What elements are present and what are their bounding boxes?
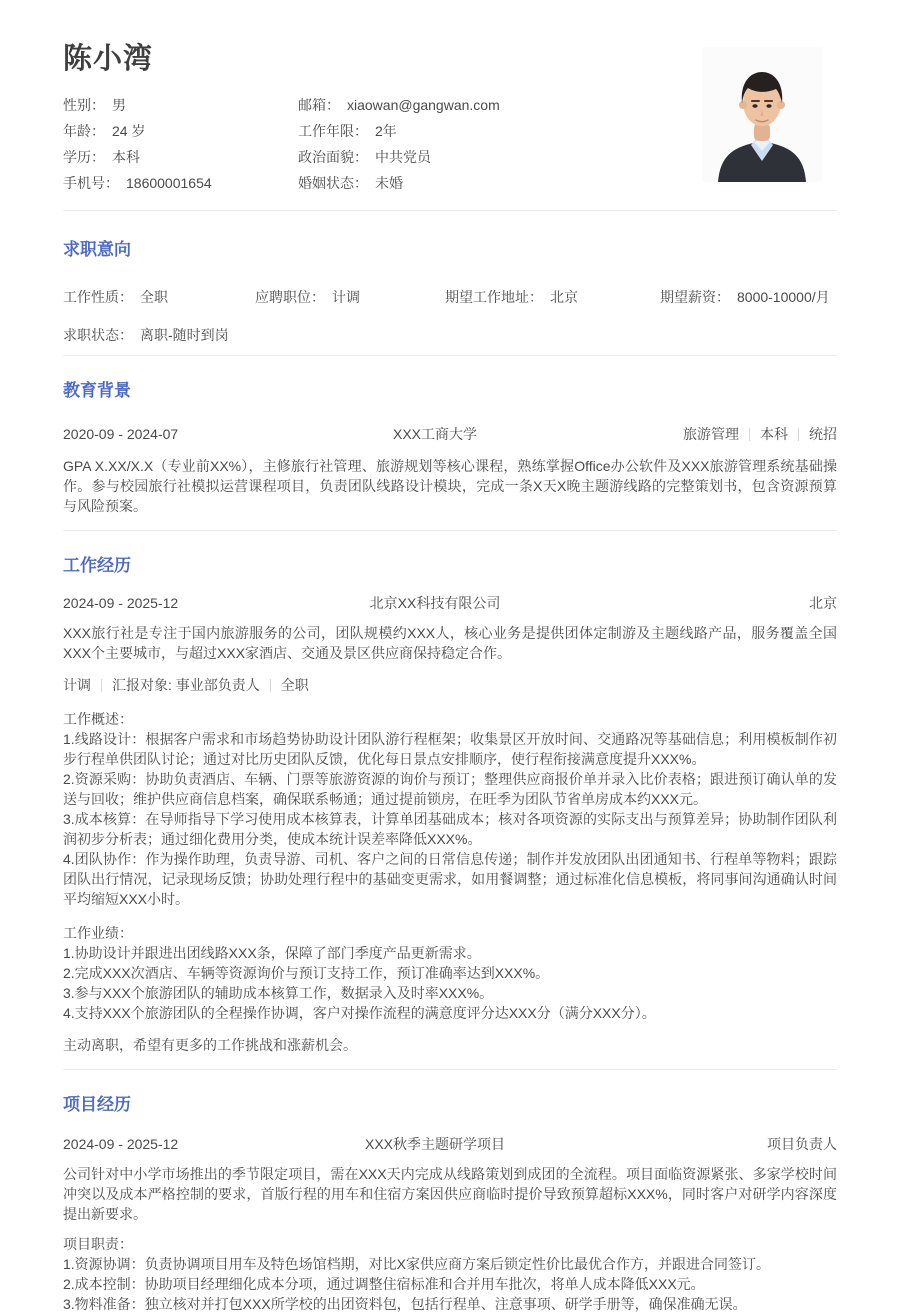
project-description: 公司针对中小学市场推出的季节限定项目，需在XXX天内完成从线路策划到成团的全流程。项目面临资源紧张、多家学校时间冲突以及成本严格控制的要求，首版行程的用车和住宿方案因供应商临时提价导致预算超标XXX%，同时客户对研学内容深度提出新要求。 <box>63 1166 837 1222</box>
info-email: 邮箱： xiaowan@gangwan.com <box>298 97 500 113</box>
work-position: 计调 <box>63 677 91 693</box>
project-role: 项目负责人 <box>767 1136 837 1152</box>
work-leave-reason: 主动离职，希望有更多的工作挑战和涨薪机会。 <box>63 1037 357 1053</box>
work-overview-item: 1.线路设计：根据客户需求和市场趋势协助设计团队游行程框架；收集景区开放时间、交通路况等基础信息；利用模板制作初步行程单供团队讨论；通过对比历史团队反馈，优化每日景点安排顺序，使行程衔接满意度提升XXX%。 <box>63 731 837 767</box>
education-school: XXX工商大学 <box>392 426 477 442</box>
divider <box>798 428 799 441</box>
project-duty-item: 3.物料准备：独立核对并打包XXX所学校的出团资料包，包括行程单、注意事项、研学手册等，确保准确无误。 <box>63 1296 747 1312</box>
work-entry-row <box>63 593 837 613</box>
work-overview-item: 3.成本核算：在导师指导下学习使用成本核算表，计算单团基础成本；核对各项资源的实际支出与预算差异；协助制作团队利润初步分析表；通过细化费用分类，使成本统计误差率降低XXX%。 <box>63 811 837 847</box>
work-position-row <box>63 675 837 695</box>
work-company: 北京XX科技有限公司 <box>369 595 501 611</box>
section-title-job-intent: 求职意向 <box>63 240 131 259</box>
intent-status: 求职状态： 离职-随时到岗 <box>63 327 229 343</box>
education-major: 旅游管理 <box>683 426 739 442</box>
project-duty-item: 2.成本控制：协助项目经理细化成本分项，通过调整住宿标准和合并用车批次，将单人成本降低XXX元。 <box>63 1276 705 1292</box>
education-description: GPA X.XX/X.X（专业前XX%），主修旅行社管理、旅游规划等核心课程，熟练掌握Office办公软件及XXX旅游管理系统基础操作。参与校园旅行社模拟运营课程项目，负责团队线路设计模块，完成一条X天X晚主题游线路的完整策划书，包含资源预算与风险预案。 <box>63 458 837 514</box>
education-quals <box>587 424 837 444</box>
section-title-work: 工作经历 <box>63 556 131 575</box>
resume-name: 陈小湾 <box>63 43 154 75</box>
work-achievement-item: 2.完成XXX次酒店、车辆等资源询价与预订支持工作，预订准确率达到XXX%。 <box>63 965 550 981</box>
info-marital-status: 婚姻状态： 未婚 <box>298 175 403 191</box>
job-intent-row <box>63 287 837 307</box>
work-overview-label: 工作概述： <box>63 711 133 727</box>
section-title-education: 教育背景 <box>63 381 131 400</box>
work-company-intro: XXX旅行社是专注于国内旅游服务的公司，团队规模约XXX人，核心业务是提供团体定制游及主题线路产品，服务覆盖全国XXX个主要城市，与超过XXX家酒店、交通及景区供应商保持稳定合作。 <box>63 625 837 661</box>
info-degree: 学历： 本科 <box>63 149 140 165</box>
info-phone: 手机号： 18600001654 <box>63 175 212 191</box>
work-overview <box>63 709 837 909</box>
section-work <box>63 530 837 1069</box>
person-photo-illustration <box>702 47 822 182</box>
project-period: 2024-09 - 2025-12 <box>63 1136 179 1152</box>
info-age: 年龄： 24 岁 <box>63 123 146 139</box>
divider <box>749 428 750 441</box>
intent-salary: 期望薪资： 8000-10000/月 <box>660 289 830 305</box>
divider <box>101 679 102 692</box>
intent-job-type: 工作性质： 全职 <box>63 289 168 305</box>
work-overview-item: 2.资源采购：协助负责酒店、车辆、门票等旅游资源的询价与预订；整理供应商报价单并录入比价表格；跟进预订确认单的发送与回收；维护供应商信息档案，确保联系畅通；通过提前锁房，在旺季为团队节省单房成本约XXX元。 <box>63 771 837 807</box>
education-enrollment: 统招 <box>809 426 837 442</box>
work-achievement-item: 3.参与XXX个旅游团队的辅助成本核算工作，数据录入及时率XXX%。 <box>63 985 494 1001</box>
info-gender: 性别： 男 <box>63 97 126 113</box>
work-period: 2024-09 - 2025-12 <box>63 595 179 611</box>
project-duty-item: 1.资源协调：负责协调项目用车及特色场馆档期，对比X家供应商方案后锁定性价比最优合作方，并跟进合同签订。 <box>63 1256 771 1272</box>
work-location: 北京 <box>809 595 837 611</box>
profile-photo <box>702 47 822 182</box>
divider <box>270 679 271 692</box>
work-report-to: 汇报对象: 事业部负责人 <box>112 677 260 693</box>
work-achievements-label: 工作业绩： <box>63 925 133 941</box>
info-political-status: 政治面貌： 中共党员 <box>298 149 431 165</box>
work-achievement-item: 4.支持XXX个旅游团队的全程操作协调，客户对操作流程的满意度评分达XXX分（满分XXX分）。 <box>63 1005 656 1021</box>
info-work-years: 工作年限： 2年 <box>298 123 397 139</box>
education-period: 2020-09 - 2024-07 <box>63 426 179 442</box>
project-duty-label: 项目职责： <box>63 1236 133 1252</box>
section-education <box>63 355 837 530</box>
work-achievements <box>63 923 837 1023</box>
section-job-intent <box>63 210 837 355</box>
intent-location: 期望工作地址： 北京 <box>445 289 578 305</box>
project-duties <box>63 1234 837 1314</box>
work-overview-item: 4.团队协作：作为操作助理，负责导游、司机、客户之间的日常信息传递；制作并发放团队出团通知书、行程单等物料；跟踪团队出行情况，记录现场反馈；协助处理行程中的基础变更需求，如用餐调整；通过标准化信息模板，将同事间沟通确认时间平均缩短XXX小时。 <box>63 851 837 907</box>
resume-header <box>63 42 837 196</box>
education-degree: 本科 <box>760 426 788 442</box>
project-name: XXX秋季主题研学项目 <box>364 1136 505 1152</box>
education-entry-row <box>63 424 837 444</box>
project-entry-row <box>63 1134 837 1154</box>
work-job-type: 全职 <box>280 677 309 693</box>
section-project <box>63 1069 837 1314</box>
work-achievement-item: 1.协助设计并跟进出团线路XXX条，保障了部门季度产品更新需求。 <box>63 945 481 961</box>
intent-position: 应聘职位： 计调 <box>255 289 360 305</box>
section-title-project: 项目经历 <box>63 1095 131 1114</box>
